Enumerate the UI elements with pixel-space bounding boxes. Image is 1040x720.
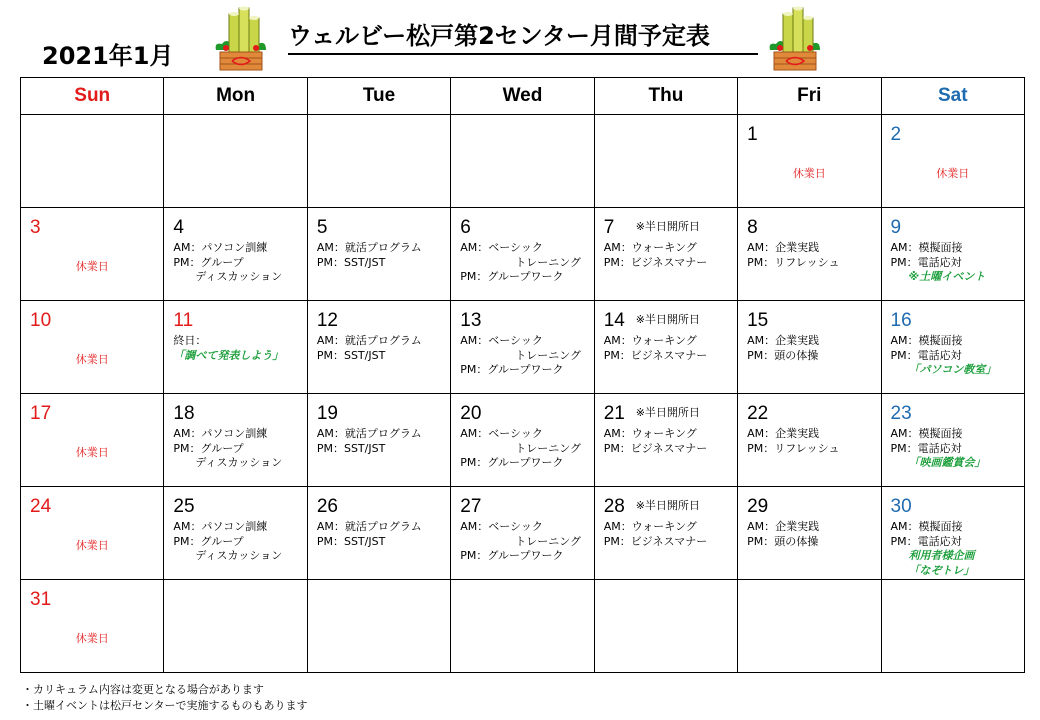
day-number: 25 — [173, 496, 195, 517]
day-number: 16 — [890, 310, 912, 331]
schedule-line: PM：グループワーク — [460, 270, 564, 283]
day-cell — [21, 394, 164, 487]
schedule-line: PM：ビジネスマナー — [603, 348, 708, 362]
schedule-line: PM：頭の体操 — [747, 348, 819, 362]
day-number: 4 — [173, 217, 184, 238]
week-row — [21, 580, 1025, 673]
schedule-line: 終日： — [173, 334, 207, 347]
schedule-lines — [891, 520, 975, 578]
day-cell — [307, 301, 450, 394]
day-cell — [594, 394, 737, 487]
schedule-line: AM：パソコン訓練 — [173, 520, 268, 533]
schedule-line: PM：グループ — [173, 534, 244, 548]
event-line: 利用者様企画 — [908, 549, 975, 562]
day-cell — [881, 301, 1024, 394]
day-number: 1 — [747, 124, 758, 145]
schedule-line: PM：SST/JST — [316, 441, 386, 455]
weekday-mon: Mon — [164, 78, 307, 115]
schedule-line: AM：ウォーキング — [603, 241, 697, 254]
day-cell — [451, 115, 594, 208]
schedule-line: AM：ベーシック — [460, 427, 543, 440]
schedule-lines — [173, 427, 282, 471]
schedule-line: AM：就活プログラム — [316, 520, 422, 533]
schedule-line: PM：電話応対 — [890, 534, 962, 548]
day-number: 5 — [316, 217, 328, 238]
schedule-lines — [173, 241, 282, 285]
day-cell — [307, 580, 450, 673]
day-cell — [881, 487, 1024, 580]
schedule-line: AM：パソコン訓練 — [173, 427, 268, 440]
day-cell — [594, 487, 737, 580]
schedule-line: AM：模擬面接 — [890, 334, 963, 347]
day-cell — [738, 208, 881, 301]
schedule-line: AM：ウォーキング — [603, 520, 697, 533]
event-line: 「調べて発表しよう」 — [173, 348, 284, 362]
day-cell — [451, 580, 594, 673]
event-line: 「パソコン教室」 — [908, 363, 997, 376]
schedule-line: ディスカッション — [173, 549, 283, 562]
day-cell — [307, 115, 450, 208]
day-number: 10 — [30, 310, 52, 331]
day-cell — [738, 115, 881, 208]
schedule-line: AM：企業実践 — [747, 520, 820, 533]
day-cell — [307, 208, 450, 301]
schedule-lines — [317, 334, 422, 363]
day-cell — [594, 208, 737, 301]
day-cell — [451, 487, 594, 580]
schedule-line: PM：グループ — [173, 255, 244, 269]
schedule-lines — [317, 427, 422, 456]
schedule-line: PM：SST/JST — [316, 255, 386, 269]
day-number: 21 — [603, 403, 625, 424]
day-cell — [881, 115, 1024, 208]
holiday-label: 休業日 — [75, 539, 109, 552]
schedule-line: PM：リフレッシュ — [747, 441, 840, 455]
event-line: ※土曜イベント — [908, 270, 986, 283]
week-row — [21, 301, 1025, 394]
schedule-line: トレーニング — [460, 534, 582, 548]
holiday-label: 休業日 — [75, 260, 109, 273]
day-number: 22 — [747, 403, 769, 424]
day-number: 23 — [890, 403, 912, 424]
schedule-line: PM：電話応対 — [890, 441, 962, 455]
half-day-note: ※半日開所日 — [635, 220, 700, 233]
day-number: 8 — [747, 217, 758, 238]
schedule-line: AM：ベーシック — [460, 520, 543, 533]
holiday-label: 休業日 — [936, 167, 970, 180]
schedule-lines — [747, 241, 839, 270]
schedule-line: PM：グループワーク — [460, 363, 564, 376]
page-title: ウェルビー松戸第2センター月間予定表 — [288, 16, 758, 55]
day-number: 27 — [460, 496, 482, 517]
day-cell — [451, 394, 594, 487]
day-cell — [164, 208, 307, 301]
schedule-line: PM：グループワーク — [460, 456, 564, 469]
schedule-line: PM：電話応対 — [890, 255, 962, 269]
schedule-lines — [460, 241, 581, 285]
schedule-lines — [317, 241, 422, 270]
schedule-lines — [460, 427, 581, 471]
schedule-line: AM：模擬面接 — [890, 520, 963, 533]
day-number: 17 — [30, 403, 52, 424]
footer-note: ・土曜イベントは松戸センターで実施するものもあります — [22, 699, 308, 712]
day-number: 26 — [316, 496, 338, 517]
schedule-line: PM：頭の体操 — [747, 534, 819, 548]
week-row — [21, 394, 1025, 487]
day-cell — [21, 487, 164, 580]
day-cell — [881, 208, 1024, 301]
day-cell — [738, 580, 881, 673]
schedule-line: AM：模擬面接 — [890, 241, 963, 254]
schedule-line: PM：ビジネスマナー — [603, 534, 708, 548]
schedule-lines — [604, 241, 708, 270]
schedule-lines — [747, 427, 839, 456]
schedule-line: AM：企業実践 — [747, 334, 820, 347]
day-number: 19 — [316, 403, 338, 424]
holiday-label: 休業日 — [75, 446, 109, 459]
day-number: 15 — [747, 310, 769, 331]
schedule-line: AM：ベーシック — [460, 334, 543, 347]
day-cell — [164, 487, 307, 580]
day-cell — [594, 301, 737, 394]
day-cell — [451, 208, 594, 301]
day-number: 18 — [173, 403, 195, 424]
day-number: 31 — [30, 589, 52, 610]
day-cell — [594, 115, 737, 208]
schedule-lines — [891, 334, 997, 378]
schedule-line: PM：ビジネスマナー — [603, 441, 708, 455]
holiday-label: 休業日 — [75, 353, 109, 366]
kadomatsu-icon — [766, 6, 824, 72]
weekday-sun: Sun — [21, 78, 164, 115]
day-number: 24 — [30, 496, 52, 517]
day-cell — [881, 580, 1024, 673]
schedule-lines — [173, 520, 282, 564]
schedule-lines — [604, 427, 708, 456]
schedule-line: AM：就活プログラム — [316, 241, 422, 254]
weekday-header-row — [21, 78, 1025, 115]
day-cell — [164, 394, 307, 487]
day-cell — [164, 115, 307, 208]
day-cell — [738, 394, 881, 487]
event-line: 「なぞトレ」 — [908, 563, 975, 577]
day-cell — [738, 301, 881, 394]
kadomatsu-icon — [212, 6, 270, 72]
schedule-line: PM：グループ — [173, 441, 244, 455]
day-number: 14 — [603, 310, 625, 331]
half-day-note: ※半日開所日 — [635, 313, 700, 326]
year-month-label: 2021年1月 — [42, 42, 174, 70]
footer-notes — [22, 682, 308, 714]
day-number: 11 — [173, 310, 194, 331]
day-cell — [451, 301, 594, 394]
footer-note: ・カリキュラム内容は変更となる場合があります — [22, 683, 264, 696]
schedule-line: AM：ベーシック — [460, 241, 543, 254]
day-number: 29 — [747, 496, 769, 517]
calendar-table — [20, 77, 1025, 673]
schedule-line: AM：模擬面接 — [890, 427, 963, 440]
day-cell — [164, 580, 307, 673]
schedule-line: トレーニング — [460, 441, 582, 455]
schedule-line: トレーニング — [460, 255, 582, 269]
weekday-wed: Wed — [451, 78, 594, 115]
schedule-line: PM：リフレッシュ — [747, 255, 840, 269]
half-day-note: ※半日開所日 — [635, 499, 700, 512]
day-number: 2 — [890, 124, 902, 145]
day-cell — [738, 487, 881, 580]
day-number: 20 — [460, 403, 482, 424]
day-cell — [594, 580, 737, 673]
weekday-sat: Sat — [881, 78, 1024, 115]
weekday-tue: Tue — [307, 78, 450, 115]
day-number: 12 — [316, 310, 338, 331]
day-number: 28 — [603, 496, 625, 517]
schedule-line: PM：グループワーク — [460, 549, 564, 562]
day-number: 3 — [30, 217, 41, 238]
schedule-line: AM：企業実践 — [747, 427, 820, 440]
schedule-lines — [604, 334, 708, 363]
day-cell — [164, 301, 307, 394]
schedule-line: PM：SST/JST — [316, 348, 386, 362]
schedule-line: PM：SST/JST — [316, 534, 386, 548]
day-number: 7 — [603, 217, 615, 238]
schedule-line: AM：企業実践 — [747, 241, 820, 254]
day-number: 30 — [890, 496, 912, 517]
week-row — [21, 487, 1025, 580]
day-cell — [21, 301, 164, 394]
schedule-line: AM：パソコン訓練 — [173, 241, 268, 254]
schedule-line: AM：ウォーキング — [603, 427, 697, 440]
schedule-line: ディスカッション — [173, 270, 283, 283]
day-number: 9 — [890, 217, 902, 238]
day-number: 13 — [460, 310, 482, 331]
day-cell — [307, 394, 450, 487]
day-cell — [21, 580, 164, 673]
weekday-fri: Fri — [738, 78, 881, 115]
day-cell — [21, 115, 164, 208]
day-cell — [21, 208, 164, 301]
schedule-line: AM：就活プログラム — [316, 334, 422, 347]
schedule-lines — [317, 520, 422, 549]
weekday-thu: Thu — [594, 78, 737, 115]
holiday-label: 休業日 — [75, 632, 109, 645]
schedule-lines — [747, 334, 819, 363]
half-day-note: ※半日開所日 — [635, 406, 700, 419]
event-line: 「映画鑑賞会」 — [908, 456, 986, 469]
week-row — [21, 208, 1025, 301]
schedule-line: トレーニング — [460, 348, 582, 362]
day-number: 6 — [460, 217, 471, 238]
schedule-lines — [891, 427, 986, 471]
day-cell — [881, 394, 1024, 487]
schedule-lines — [460, 520, 581, 564]
week-row — [21, 115, 1025, 208]
schedule-line: ディスカッション — [173, 456, 283, 469]
holiday-label: 休業日 — [792, 167, 826, 180]
schedule-lines — [604, 520, 708, 549]
schedule-line: PM：ビジネスマナー — [603, 255, 708, 269]
schedule-lines — [173, 334, 283, 363]
day-cell — [307, 487, 450, 580]
schedule-line: PM：電話応対 — [890, 348, 962, 362]
schedule-line: AM：ウォーキング — [603, 334, 697, 347]
schedule-lines — [891, 241, 986, 285]
schedule-lines — [460, 334, 581, 378]
schedule-lines — [747, 520, 819, 549]
schedule-line: AM：就活プログラム — [316, 427, 422, 440]
